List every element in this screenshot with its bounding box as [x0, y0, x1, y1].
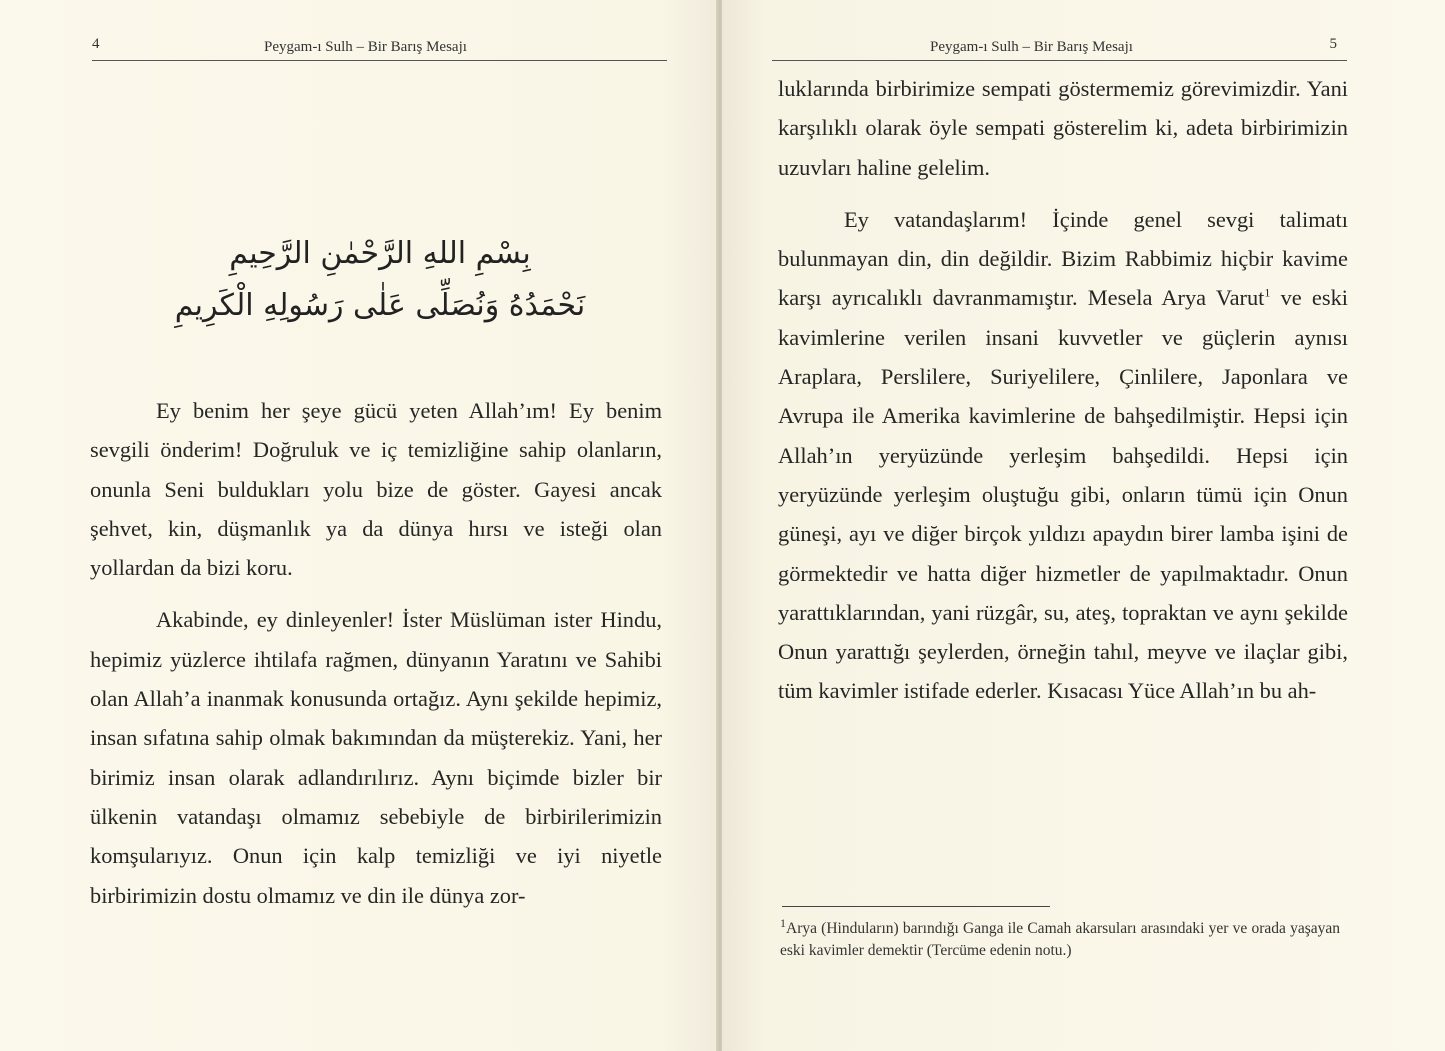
right-paragraph-1: luklarında birbirimize sempati göstermemiz görevimizdir. Yani karşılıklı olarak öyle sempati gösterelim ki, adeta birbirimizin uzuvları haline gelelim.	[778, 76, 1348, 180]
footnote	[780, 915, 1340, 962]
running-title-left: Peygam-ı Sulh – Bir Barış Mesajı	[264, 39, 467, 55]
footnote-reference: 1	[1264, 286, 1271, 301]
right-paragraph-2	[778, 200, 1348, 711]
left-page-header	[92, 34, 667, 61]
left-page	[0, 0, 718, 1051]
left-paragraph-1: Ey benim her şeye gücü yeten Allah’ım! Ey benim sevgili önderim! Doğruluk ve iç temizliğine sahip olanların, onunla Seni buldukları yolu bize de göster. Gayesi ancak şehvet, kin, düşmanlık ya da dünya hırsı ve isteği olan yollardan da bizi koru.	[90, 398, 662, 581]
basmala: بِسْمِ اللهِ الرَّحْمٰنِ الرَّحِيمِ	[229, 236, 531, 271]
footnote-divider	[782, 906, 1050, 907]
left-body-text	[90, 391, 662, 915]
right-paragraph-2-start: Ey vatandaşlarım! İçinde genel sevgi talimatı bulunmayan din, din değildir. Bizim Rabbimiz hiçbir kavime karşı ayrıcalıklı davranmamıştır. Mesela Arya Varut	[778, 206, 1348, 311]
right-page-header	[772, 34, 1347, 61]
page-number-left: 4	[92, 36, 100, 52]
footnote-mark: 1	[780, 915, 786, 930]
running-title-right: Peygam-ı Sulh – Bir Barış Mesajı	[930, 39, 1133, 55]
right-body-text	[778, 69, 1348, 711]
right-paragraph-2-rest: ve eski kavimlerine verilen insani kuvvetler ve güçlerin aynısı Araplara, Perslilere, Suriyelilere, Çinlilere, Japonlara ve Avrupa ile Amerika kavimlerine de bahşedilmiştir. Hepsi için Allah’ın yeryüzünde yerleşim bahşedildi. Hepsi için yeryüzünde yerleşim oluştuğu gibi, onların tümü için Onun güneşi, ayı ve diğer birçok yıldızı apaydın birer lamba işini de görmektedir ve hatta diğer hizmetler de yapılmaktadır. Onun yarattıklarından, yani rüzgâr, su, ateş, topraktan ve aynı şekilde Onun yarattığı şeylerden, örneğin tahıl, meyve ve ilaçlar gibi, tüm kavimler istifade ederler. Kısacası Yüce Allah’ın bu ah-	[778, 285, 1348, 704]
salawat: نَحْمَدُهُ وَنُصَلِّى عَلٰى رَسُولِهِ الْكَرِيمِ	[174, 288, 586, 323]
right-page	[722, 0, 1445, 1051]
page-number-right: 5	[1329, 36, 1337, 52]
footnote-text: Arya (Hinduların) barındığı Ganga ile Camah akarsuları arasındaki yer ve orada yaşayan eski kavimler demektir (Tercüme edenin notu.)	[780, 920, 1340, 959]
left-paragraph-2: Akabinde, ey dinleyenler! İster Müslüman ister Hindu, hepimiz yüzlerce ihtilafa rağmen, dünyanın Yaratını ve Sahibi olan Allah’a inanmak konusunda ortağız. Aynı şekilde hepimiz, insan sıfatına sahip olmak bakımından da müşterekiz. Yani, her birimiz insan olarak adlandırılırız. Aynı biçimde bizler bir ülkenin vatandaşı olmamız sebebiyle de birbirilerimizin komşularıyız. Onun için kalp temizliği ve iyi niyetle birbirimizin dostu olmamız ve din ile dünya zor-	[90, 607, 662, 908]
